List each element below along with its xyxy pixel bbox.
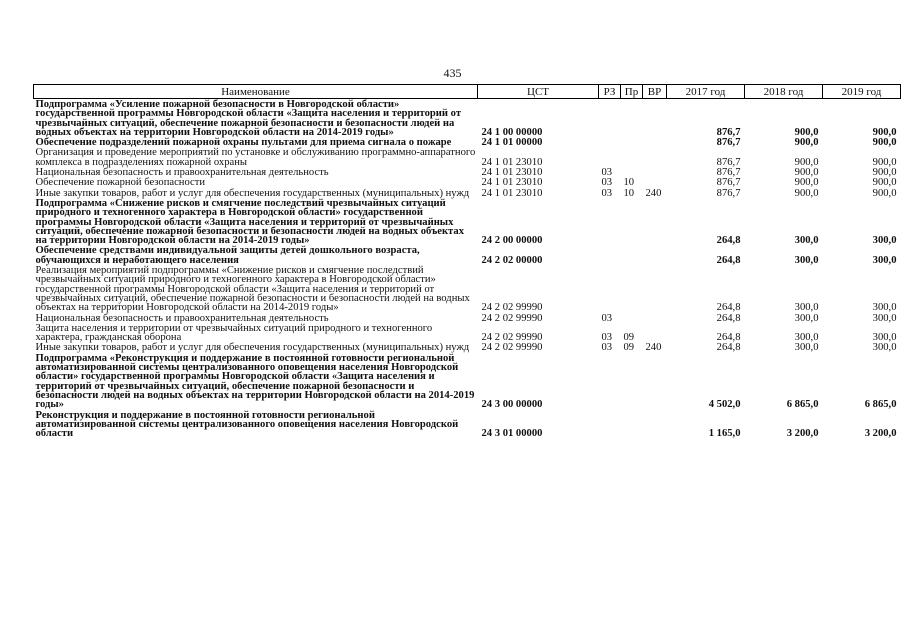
row-2017: 264,8 [716, 312, 741, 324]
row-2018: 300,0 [794, 332, 819, 344]
row-2018: 6 865,0 [786, 399, 819, 411]
row-name: Организация и проведение мероприятий по установке и обслуживанию программно-аппаратного комплекса в подразделениях пожарной охраны [35, 147, 476, 168]
row-2019: 300,0 [872, 302, 897, 314]
row-name: Защита населения и территории от чрезвычайных ситуаций природного и техногенного характера, гражданская оборона [35, 322, 433, 344]
row-name: Подпрограмма «Усиление пожарной безопасности в Новгородской области» государственной программы Новгородской области «Защита населения и территорий от чрезвычайных ситуаций, обеспечение пожарной безопасности и безопасности людей на водных объектах на территории Новгородской области на 2014-2019 годы» [35, 99, 462, 138]
row-vr [643, 198, 667, 245]
budget-table [33, 84, 901, 438]
row-2018: 900,0 [794, 187, 819, 199]
row-2019: 900,0 [872, 177, 897, 189]
row-rz [599, 265, 621, 312]
row-name: Подпрограмма «Реконструкция и поддержание в постоянной готовности региональной автоматизированной системы централизованного оповещения населения Новгородской области» государственной программы Новгородской области «Защита населения и территорий от чрезвычайных ситуаций, обеспечение пожарной безопасности и безопасности людей на водных объектах на территории Новгородской области на 2014-2019 годы» [35, 352, 475, 411]
row-rz: 03 [601, 332, 613, 344]
header-name: Наименование [34, 85, 478, 99]
table-row [34, 323, 901, 343]
row-2017: 876,7 [716, 167, 741, 179]
row-2019: 300,0 [872, 235, 897, 247]
header-2017: 2017 год [667, 85, 745, 99]
row-2018: 900,0 [794, 167, 819, 179]
row-cst: 24 2 02 99990 [481, 302, 543, 314]
row-vr [643, 323, 667, 343]
row-2018: 300,0 [794, 235, 819, 247]
row-2017: 264,8 [716, 342, 741, 354]
table-row [34, 177, 901, 187]
header-rz: РЗ [599, 85, 621, 99]
row-2017: 264,8 [716, 235, 741, 247]
table-row [34, 147, 901, 167]
table-row [34, 198, 901, 245]
row-vr: 240 [645, 187, 662, 199]
page-number: 435 [443, 66, 462, 80]
row-2018: 3 200,0 [786, 428, 819, 440]
row-2018: 300,0 [794, 254, 819, 266]
row-name: Обеспечение средствами индивидуальной защиты детей дошкольного возраста, обучающихся и неработающего населения [35, 245, 420, 266]
row-cst: 24 3 01 00000 [481, 428, 543, 440]
row-2018: 300,0 [794, 312, 819, 324]
row-cst: 24 1 01 23010 [481, 167, 543, 179]
row-rz: 03 [601, 177, 613, 189]
row-2019: 3 200,0 [864, 428, 897, 440]
header-cst: ЦСТ [478, 85, 599, 99]
row-vr [643, 177, 667, 187]
table-row [34, 313, 901, 323]
row-vr [643, 147, 667, 167]
row-rz: 03 [601, 167, 613, 179]
row-cst: 24 2 02 99990 [481, 342, 543, 354]
row-2017: 876,7 [716, 177, 741, 189]
row-2019: 300,0 [872, 312, 897, 324]
row-cst: 24 2 02 99990 [481, 332, 543, 344]
row-2018: 300,0 [794, 342, 819, 354]
row-vr [643, 137, 667, 147]
row-2017: 876,7 [716, 137, 741, 149]
row-name: Реализация мероприятий подпрограммы «Снижение рисков и смягчение последствий чрезвычайных ситуаций природного и техногенного характера в Новгородской области» государственной программы Новгородской области «Защита населения и территорий от чрезвычайных ситуаций, обеспечение пожарной безопасности и безопасности людей на водных объектах на территории Новгородской области на 2014-2019 годы» [35, 265, 470, 314]
row-vr [643, 245, 667, 265]
row-2017: 264,8 [716, 302, 741, 314]
row-name: Подпрограмма «Снижение рисков и смягчение последствий чрезвычайных ситуаций природного и техногенного характера в Новгородской области» государственной программы Новгородской области «Защита населения и территорий от чрезвычайных ситуаций, обеспечение пожарной безопасности и безопасности людей на водных объектах на территории Новгородской области на 2014-2019 годы» [35, 197, 464, 247]
table-row [34, 265, 901, 312]
row-pr [621, 99, 643, 138]
table-row [34, 353, 901, 410]
row-cst: 24 2 00 00000 [481, 235, 543, 247]
row-2017: 264,8 [716, 332, 741, 344]
table-row [34, 188, 901, 198]
row-cst: 24 1 01 23010 [481, 177, 543, 189]
row-rz [599, 137, 621, 147]
row-2019: 900,0 [872, 156, 897, 168]
header-row [34, 85, 901, 99]
row-name: Национальная безопасность и правоохранительная деятельность [35, 312, 329, 324]
row-pr [621, 313, 643, 323]
table-row [34, 99, 901, 138]
row-cst: 24 1 00 00000 [481, 126, 543, 138]
row-2019: 300,0 [872, 254, 897, 266]
row-pr [621, 198, 643, 245]
row-cst: 24 2 02 00000 [481, 254, 543, 266]
row-pr: 10 [623, 177, 635, 189]
row-name: Обеспечение пожарной безопасности [35, 177, 206, 189]
row-name: Иные закупки товаров, работ и услуг для обеспечения государственных (муниципальных) нужд [35, 187, 470, 199]
row-vr [643, 167, 667, 177]
row-2018: 900,0 [794, 126, 819, 138]
row-pr [621, 353, 643, 410]
row-name: Обеспечение подразделений пожарной охраны пультами для приема сигнала о пожаре [35, 137, 452, 149]
row-rz: 03 [601, 342, 613, 354]
row-vr [643, 353, 667, 410]
row-2017: 876,7 [716, 187, 741, 199]
row-pr: 10 [623, 187, 635, 199]
row-name: Иные закупки товаров, работ и услуг для обеспечения государственных (муниципальных) нужд [35, 342, 470, 354]
row-vr: 240 [645, 342, 662, 354]
row-2017: 876,7 [716, 156, 741, 168]
row-2018: 900,0 [794, 177, 819, 189]
row-2019: 900,0 [872, 137, 897, 149]
row-2017: 1 165,0 [708, 428, 741, 440]
row-vr [643, 313, 667, 323]
row-pr [621, 167, 643, 177]
header-2019: 2019 год [823, 85, 901, 99]
row-name: Реконструкция и поддержание в постоянной готовности региональной автоматизированной системы централизованного оповещения населения Новгородской области [35, 409, 459, 440]
row-2019: 300,0 [872, 332, 897, 344]
row-rz [599, 353, 621, 410]
row-2018: 900,0 [794, 137, 819, 149]
row-cst: 24 1 01 23010 [481, 156, 543, 168]
row-rz: 03 [601, 312, 613, 324]
row-rz [599, 99, 621, 138]
row-pr [621, 410, 643, 439]
row-pr [621, 137, 643, 147]
row-2019: 6 865,0 [864, 399, 897, 411]
row-2017: 876,7 [716, 126, 741, 138]
row-2019: 900,0 [872, 167, 897, 179]
row-pr [621, 147, 643, 167]
row-2019: 900,0 [872, 187, 897, 199]
table-row [34, 342, 901, 352]
row-cst: 24 1 01 00000 [481, 137, 543, 149]
row-name: Национальная безопасность и правоохранительная деятельность [35, 167, 329, 179]
row-vr [643, 99, 667, 138]
row-pr [621, 265, 643, 312]
row-pr: 09 [623, 342, 635, 354]
row-rz [599, 198, 621, 245]
header-pr: Пр [621, 85, 643, 99]
row-2017: 264,8 [716, 254, 741, 266]
row-cst: 24 3 00 00000 [481, 399, 543, 411]
row-2019: 300,0 [872, 342, 897, 354]
header-2018: 2018 год [745, 85, 823, 99]
table-row [34, 410, 901, 439]
row-2017: 4 502,0 [708, 399, 741, 411]
row-cst: 24 1 01 23010 [481, 187, 543, 199]
row-vr [643, 410, 667, 439]
row-rz [599, 410, 621, 439]
header-vr: ВР [643, 85, 667, 99]
table-row [34, 137, 901, 147]
row-2018: 300,0 [794, 302, 819, 314]
row-rz [599, 147, 621, 167]
row-rz [599, 245, 621, 265]
row-rz: 03 [601, 187, 613, 199]
table-row [34, 245, 901, 265]
row-vr [643, 265, 667, 312]
row-cst: 24 2 02 99990 [481, 312, 543, 324]
row-2018: 900,0 [794, 156, 819, 168]
row-pr [621, 245, 643, 265]
row-2019: 900,0 [872, 126, 897, 138]
table-row [34, 167, 901, 177]
row-pr: 09 [623, 332, 635, 344]
